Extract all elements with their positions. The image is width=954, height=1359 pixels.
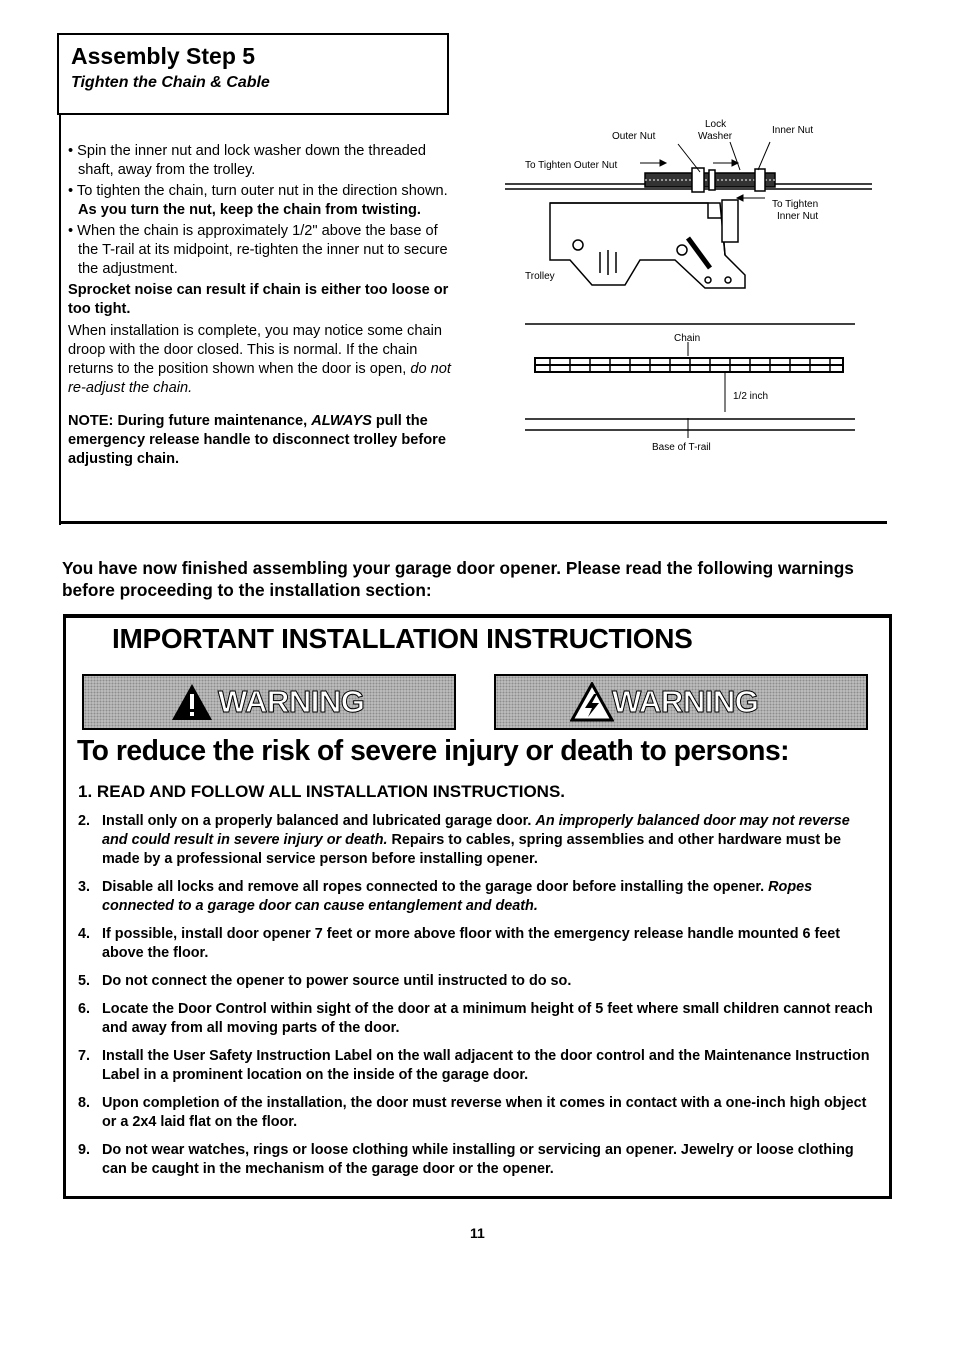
label-to-tighten-inner-2: Inner Nut bbox=[777, 211, 819, 222]
electric-shock-warning-icon bbox=[570, 682, 614, 722]
instruction-item: 7. Install the User Safety Instruction Label on the wall adjacent to the door control and the Maintenance Instruction Label in a prominent location on the inside of the garage door. bbox=[78, 1048, 870, 1083]
instruction-item: 2. Install only on a properly balanced and lubricated garage door. An improperly balanced door may not reverse and could result in severe injury or death. Repairs to cables, spring assemblies and other hardware must be made by a professional service person before installing opener. bbox=[78, 813, 850, 867]
risk-heading: To reduce the risk of severe injury or death to persons: bbox=[77, 734, 790, 766]
step-bullet-3: • When the chain is approximately 1/2" above the base of the T-rail at its midpoint, re-tighten the inner nut to secure the adjustment. bbox=[68, 223, 448, 277]
step-text bbox=[68, 142, 460, 475]
label-washer: Washer bbox=[698, 131, 733, 142]
label-half-inch: 1/2 inch bbox=[733, 391, 769, 402]
instruction-item-1: 1. READ AND FOLLOW ALL INSTALLATION INSTRUCTIONS. bbox=[78, 782, 566, 801]
sprocket-note: Sprocket noise can result if chain is either too loose or too tight. bbox=[68, 282, 449, 317]
warning-banner-text: WARNING bbox=[218, 684, 365, 719]
label-base-trail: Base of T-rail bbox=[652, 442, 711, 453]
instruction-item: 6. Locate the Door Control within sight of the door at a minimum height of 5 feet where small children cannot reach and away from all moving parts of the door. bbox=[78, 1001, 873, 1036]
step-title-box bbox=[57, 33, 449, 115]
step-bullet-1: • Spin the inner nut and lock washer down the threaded shaft, away from the trolley. bbox=[68, 143, 427, 178]
step-bottom-rule bbox=[59, 521, 887, 524]
label-to-tighten-inner-1: To Tighten bbox=[772, 199, 819, 210]
label-lock: Lock bbox=[705, 119, 727, 130]
warning-banner-left bbox=[82, 674, 456, 730]
warning-banner-text: WARNING bbox=[612, 684, 759, 719]
instruction-list bbox=[78, 812, 878, 1188]
direction-arrows bbox=[640, 142, 770, 201]
warning-triangle-icon bbox=[170, 682, 214, 722]
warning-title: IMPORTANT INSTALLATION INSTRUCTIONS bbox=[112, 623, 693, 654]
label-to-tighten-outer: To Tighten Outer Nut bbox=[525, 160, 618, 171]
droop-note: When installation is complete, you may notice some chain droop with the door closed. This is normal. If the chain returns to the position shown when the door is open, do not re-adjust the chain. bbox=[68, 323, 451, 396]
step-subtitle: Tighten the Chain & Cable bbox=[71, 74, 270, 91]
instruction-item: 8. Upon completion of the installation, the door must reverse when it comes in contact with a one-inch high object or a 2x4 laid flat on the floor. bbox=[78, 1095, 867, 1130]
step-left-rule bbox=[59, 115, 61, 525]
chain-adjustment-diagram bbox=[500, 110, 880, 460]
instruction-item: 3. Disable all locks and remove all ropes connected to the garage door before installing the opener. Ropes connected to a garage door can cause entanglement and death. bbox=[78, 879, 813, 914]
maintenance-note: NOTE: During future maintenance, ALWAYS pull the emergency release handle to disconnect trolley before adjusting chain. bbox=[68, 413, 446, 467]
instruction-item: 9. Do not wear watches, rings or loose clothing while installing or servicing an opener. Jewelry or loose clothing can be caught in the mechanism of the garage door or the opener. bbox=[78, 1142, 854, 1177]
step-title: Assembly Step 5 bbox=[71, 43, 256, 69]
label-inner-nut: Inner Nut bbox=[772, 125, 814, 136]
step-bullet-2: • To tighten the chain, turn outer nut in the direction shown. As you turn the nut, keep the chain from twisting. bbox=[68, 183, 448, 218]
instruction-item: 4. If possible, install door opener 7 feet or more above floor with the emergency release handle mounted 6 feet above the floor. bbox=[78, 926, 841, 961]
label-outer-nut: Outer Nut bbox=[612, 131, 656, 142]
intro-text: You have now finished assembling your garage door opener. Please read the following warnings before proceeding to the installation section: bbox=[62, 558, 854, 600]
trolley-illustration bbox=[505, 168, 872, 288]
page-number: 11 bbox=[470, 1225, 485, 1241]
instruction-item: 5. Do not connect the opener to power source until instructed to do so. bbox=[78, 973, 572, 989]
warning-banner-right bbox=[494, 674, 868, 730]
label-chain: Chain bbox=[674, 333, 701, 344]
label-trolley: Trolley bbox=[525, 271, 555, 282]
